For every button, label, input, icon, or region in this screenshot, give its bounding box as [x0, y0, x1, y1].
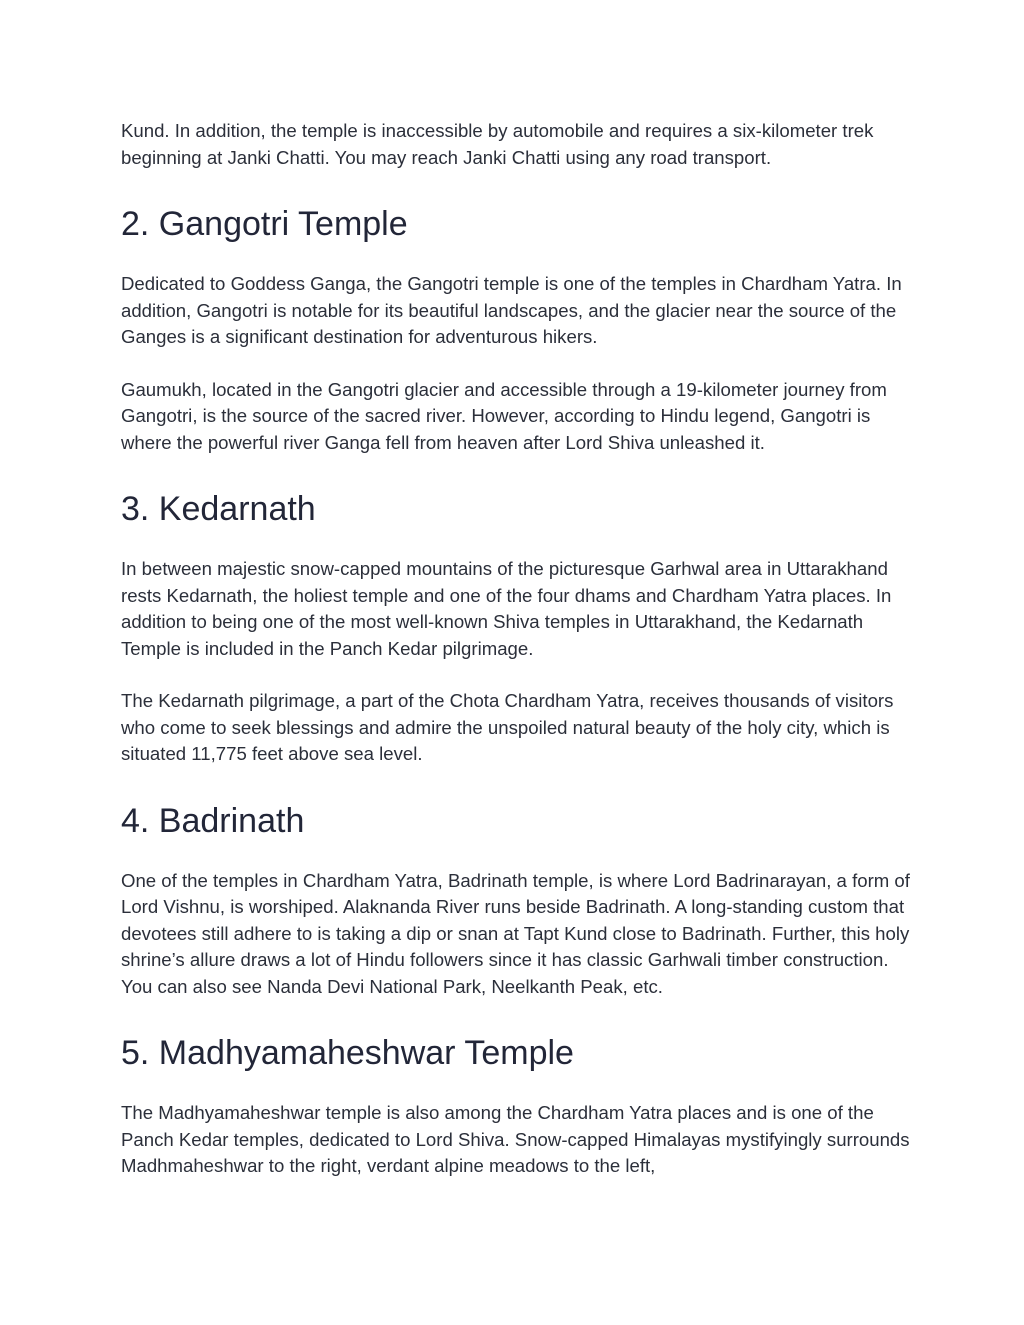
gangotri-paragraph-2: Gaumukh, located in the Gangotri glacier and accessible through a 19-kilometer journey from Gangotri, is the source of the sacred river. However, according to Hindu legend, Gangotri is where the powerful river Ganga fell from heaven after Lord Shiva unleashed it.	[121, 378, 887, 453]
document-page	[121, 118, 911, 1180]
madhyamaheshwar-paragraph-1: The Madhyamaheshwar temple is also among the Chardham Yatra places and is one of the Panch Kedar temples, dedicated to Lord Shiva. Snow-capped Himalayas mystifyingly surrounds Madhmaheshwar to the right, verdant alpine meadows to the left,	[121, 1102, 910, 1176]
intro-paragraph: Kund. In addition, the temple is inaccessible by automobile and requires a six-kilometer trek beginning at Janki Chatti. You may reach Janki Chatti using any road transport.	[121, 120, 874, 168]
gangotri-paragraph-1: Dedicated to Goddess Ganga, the Gangotri temple is one of the temples in Chardham Yatra. In addition, Gangotri is notable for its beautiful landscapes, and the glacier near the source of the Ganges is a significant destination for adventurous hikers.	[121, 273, 902, 347]
section-heading-badrinath: 4. Badrinath	[121, 801, 305, 840]
section-heading-kedarnath: 3. Kedarnath	[121, 490, 316, 528]
kedarnath-paragraph-1: In between majestic snow-capped mountains of the picturesque Garhwal area in Uttarakhand rests Kedarnath, the holiest temple and one of the four dhams and Chardham Yatra places. In addition to being one of the most well-known Shiva temples in Uttarakhand, the Kedarnath Temple is included in the Panch Kedar pilgrimage.	[121, 558, 892, 659]
section-heading-gangotri: 2. Gangotri Temple	[121, 205, 408, 243]
kedarnath-paragraph-2: The Kedarnath pilgrimage, a part of the Chota Chardham Yatra, receives thousands of visitors who come to seek blessings and admire the unspoiled natural beauty of the holy city, which is situated 11,775 feet above sea level.	[121, 690, 894, 764]
badrinath-paragraph-1: One of the temples in Chardham Yatra, Badrinath temple, is where Lord Badrinarayan, a form of Lord Vishnu, is worshiped. Alaknanda River runs beside Badrinath. A long-standing custom that devotees still adhere to is taking a dip or snan at Tapt Kund close to Badrinath. Further, this holy shrine’s allure draws a lot of Hindu followers since it has classic Garhwali timber construction. You can also see Nanda Devi National Park, Neelkanth Peak, etc.	[121, 869, 910, 997]
section-heading-madhyamaheshwar: 5. Madhyamaheshwar Temple	[121, 1034, 574, 1072]
